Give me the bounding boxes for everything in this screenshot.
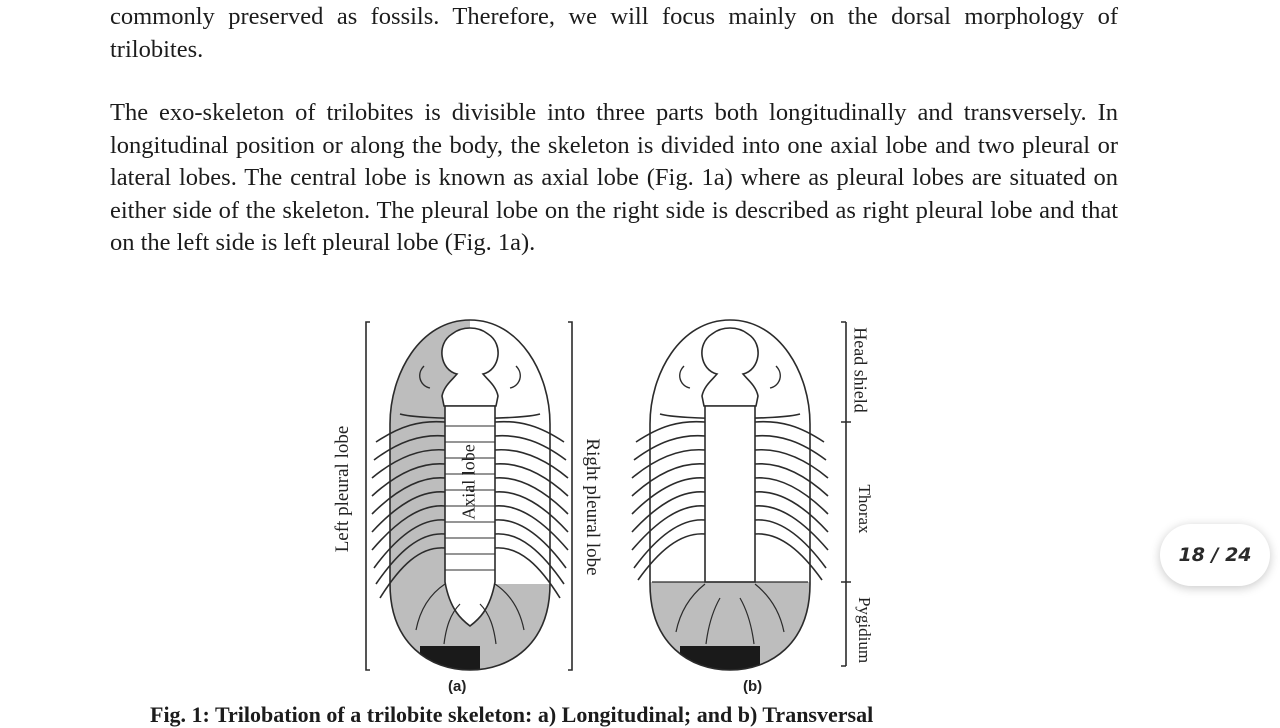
trilobite-b <box>632 320 828 682</box>
right-pleural-lobe-label: Right pleural lobe <box>582 438 603 576</box>
thorax-label: Thorax <box>855 484 874 534</box>
head-shield-label: Head shield <box>850 327 871 413</box>
pygidium-label: Pygidium <box>855 596 874 664</box>
trilobite-figure <box>320 314 900 694</box>
figure-b-label: (b) <box>743 678 763 695</box>
trilobite-illustration <box>320 314 900 694</box>
paragraph-2: The exo-skeleton of trilobites is divisible into three parts both longitudinally and transversely. In longitudinal position or along the body, the skeleton is divided into one axial lobe and two pleural or lateral lobes. The central lobe is known as axial lobe (Fig. 1a) where as pleural lobes are situated on either side of the skeleton. The pleural lobe on the right side is described as right pleural lobe and that on the left side is left pleural lobe (Fig. 1a). <box>110 99 1118 256</box>
paragraph-1: commonly preserved as fossils. Therefore, we will focus mainly on the dorsal morphology of trilobites. <box>110 3 1118 63</box>
page-indicator[interactable]: 18 / 24 <box>1160 524 1270 586</box>
left-pleural-lobe-label: Left pleural lobe <box>332 425 353 553</box>
axial-lobe-label: Axial lobe <box>458 444 479 520</box>
figure-caption: Fig. 1: Trilobation of a trilobite skeleton: a) Longitudinal; and b) Transversal <box>150 702 874 727</box>
figure-a-label: (a) <box>448 678 467 695</box>
